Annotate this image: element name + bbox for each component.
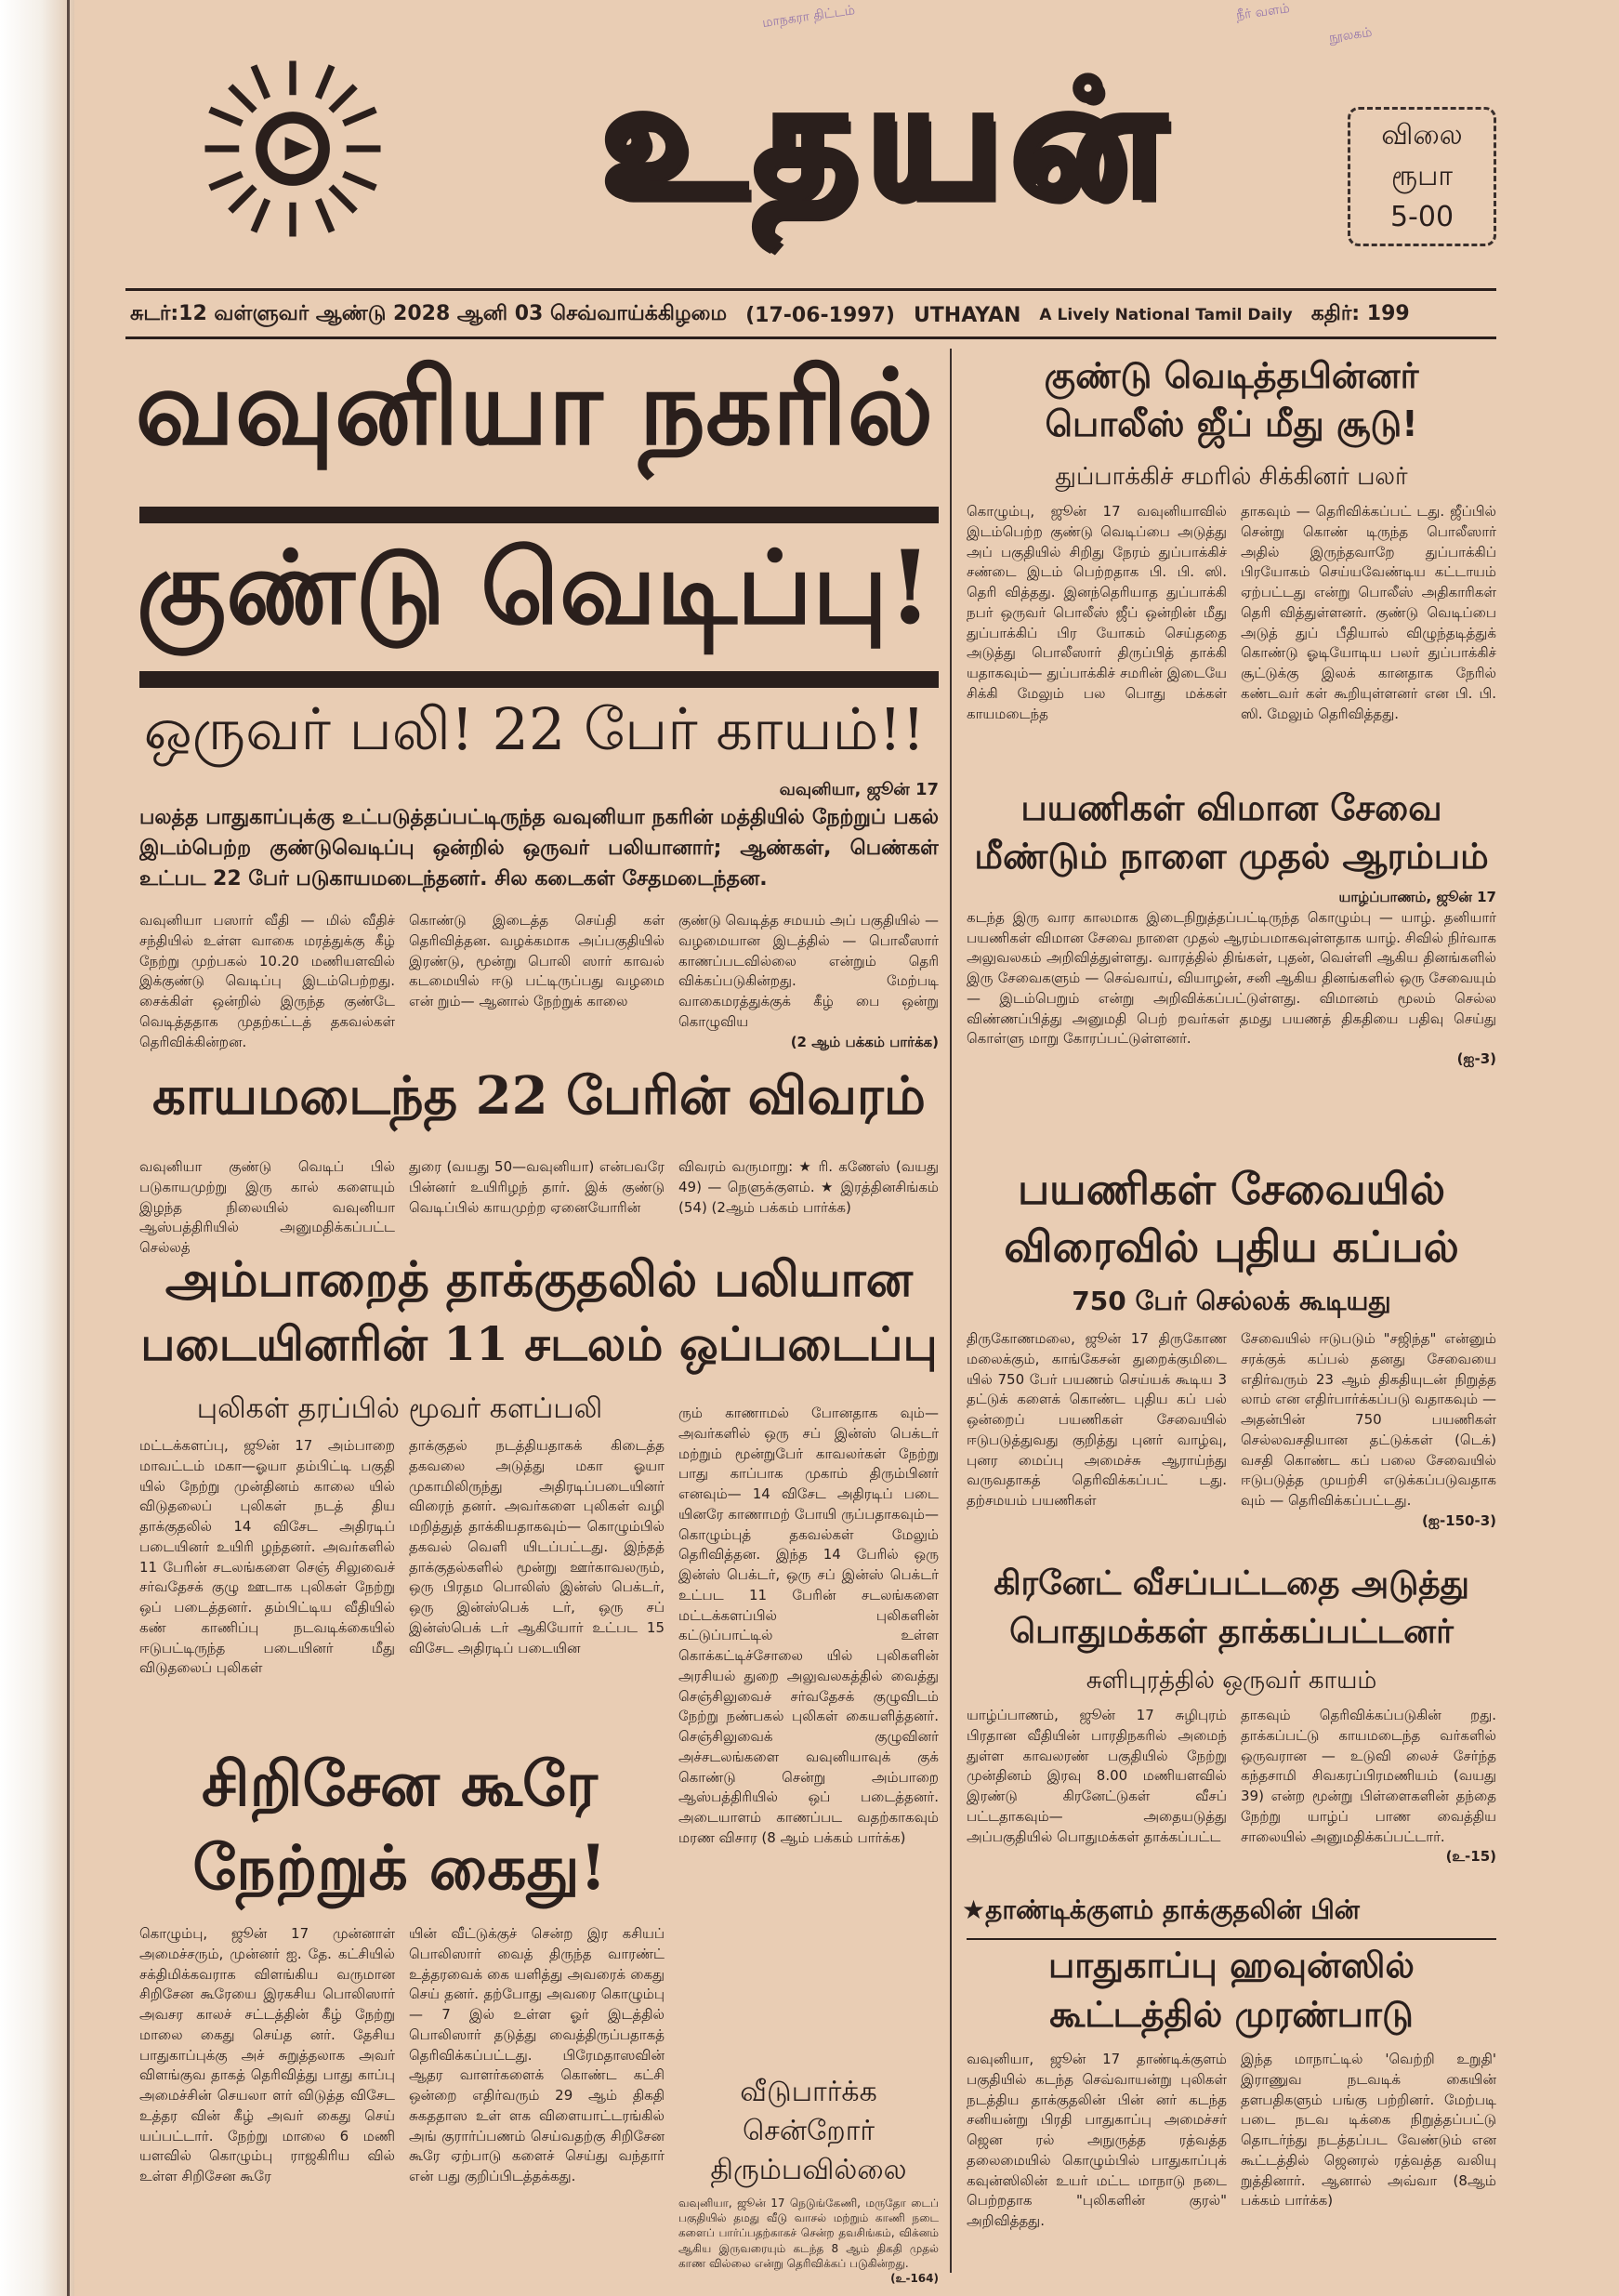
flights-dateline: யாழ்ப்பாணம், ஜூன் 17	[1338, 889, 1496, 905]
ship-ref: (ஐ-150-3)	[1422, 1511, 1496, 1529]
flights-body	[967, 888, 1496, 1157]
council-headline-1: பாதுகாப்பு ஹவுன்ஸில்	[1048, 1945, 1415, 1986]
flights-text: கடந்த இரு வார காலமாக இடைநிறுத்தப்பட்டிருந்த கொழும்பு — யாழ். தனியார் பயணிகள் விமான சேவை நாளை முதல் ஆரம்பமாகவுள்ளதாக யாழ். சிவில் நிர்வாக அலுவலகம் அறிவித்துள்ளது. வாரத்தில் திங்கள், புதன், வெள்ளி ஆகிய தினங்களில் இரு சேவைகளும் — செவ்வாய், வியாழன், சனி ஆகிய தினங்களில் ஒரு சேவையும் — இடம்பெறும் என்று அறிவிக்கப்பட்டுள்ளது. விமானம் மூலம் செல்ல விண்ணப்பித்து அனுமதி பெற் றவர்கள் தமது பயணத் திகதியை பதிவு செய்து கொள்ளு மாறு கோரப்பட்டுள்ளனர்.	[967, 908, 1496, 1048]
lead-headline: குண்டு வெடிப்பு!	[136, 528, 933, 647]
grenade-col-1: யாழ்ப்பாணம், ஜூன் 17 சுழிபுரம் பிரதான வீதியின் பாரதிநகரில் அமைந் துள்ள காவலரண் பகுதியில் நேற்று முன்தினம் இரவு 8.00 மணியளவில் இரண்டு கிரனேட்டுகள் வீசப் பட்டதாகவும்— அதையடுத்து அப்பகுதியில் பொதுமக்கள் தாக்கப்பட்ட	[967, 1707, 1227, 1845]
library-stamp-1: மாநகரா திட்டம்	[761, 3, 857, 31]
binding-line	[67, 0, 70, 2296]
price-value: 5-00	[1389, 201, 1454, 233]
police-col-1: கொழும்பு, ஜூன் 17 வவுனியாவில் இடம்பெற்ற குண்டு வெடிப்பை அடுத்து அப் பகுதியில் சிறிது நேரம் துப்பாக்கிச் சண்டை இடம் பெற்றதாக பி. பி. ஸி. தெரி வித்தது. இனந்தெரியாத துப்பாக்கி நபர் ஒருவர் பொலீஸ் ஜீப் ஒன்றின் மீது துப்பாக்கிப் பிர யோகம் செய்ததை அடுத்து பொலீஸார் திருப்பித் தாக்கி யதாகவும்— துப்பாக்கிச் சமரின் இடையே சிக்கி மேலும் பல பொது மக்கள் காயமடைந்த	[967, 503, 1227, 722]
police-headline-1: குண்டு வெடித்தபின்னர்	[1044, 355, 1419, 396]
council-kicker: ★தாண்டிக்குளம் தாக்குதலின் பின்	[962, 1894, 1360, 1925]
injured-headline: காயமடைந்த 22 பேரின் விவரம்	[152, 1065, 926, 1127]
grenade-subheadline: சுளிபுரத்தில் ஒருவர் காயம்	[1086, 1667, 1377, 1695]
ampara-headline-2: படையினரின் 11 சடலம் ஒப்படைப்பு	[140, 1316, 938, 1371]
dateline-top-rule	[125, 288, 1496, 291]
price-label: விலை	[1381, 119, 1463, 152]
dateline	[130, 297, 1496, 333]
sirisena-col-1: கொழும்பு, ஜூன் 17 முன்னாள் அமைச்சரும், முன்னர் ஐ. தே. கட்சியில் சக்திமிக்கவராக விளங்கிய வருமான சிறிசேன கூரேயை இரகசிய பொலிஸார் அவசர காலச் சட்டத்தின் கீழ் நேற்று மாலை கைது செய்த னர். தேசிய பாதுகாப்புக்கு அச் சுறுத்தலாக அவர் விளங்குவ தாகத் தெரிவித்து பாது காப்பு அமைச்சின் செயலா ளர் விடுத்த விசேட உத்தர வின் கீழ் அவர் கைது செய் யப்பட்டார். நேற்று மாலை 6 மணி யளவில் கொழும்பு ராஜகிரிய வில் உள்ள சிறிசேன கூரே	[139, 1925, 395, 2184]
grenade-headline-2: பொதுமக்கள் தாக்கப்பட்டனர்	[1009, 1613, 1454, 1651]
ampara-headline-1: அம்பாறைத் தாக்குதலில் பலியான	[165, 1251, 914, 1308]
grenade-col-2	[1241, 1706, 1496, 1892]
ship-subheadline: 750 பேர் செல்லக் கூடியது	[1072, 1286, 1391, 1316]
tagline: A Lively National Tamil Daily	[1039, 306, 1293, 324]
ship-headline-2: விரைவில் புதிய கப்பல்	[1004, 1221, 1459, 1272]
ampara-subheadline: புலிகள் தரப்பில் மூவர் களப்பலி	[196, 1392, 603, 1425]
issue-date: (17-06-1997)	[745, 303, 895, 327]
masthead	[186, 37, 1506, 270]
returnees-title-3: திரும்பவில்லை	[710, 2154, 907, 2186]
price-currency: ரூபா	[1390, 160, 1454, 192]
lead-rule-top	[139, 507, 939, 523]
ship-headline-1: பயணிகள் சேவையில்	[1017, 1164, 1446, 1214]
returnees-title-2: சென்றோர்	[742, 2115, 875, 2147]
injured-col-1: வவுனியா குண்டு வெடிப் பில் படுகாயமுற்று இரு கால் களையும் இழந்த நிலையில் வவுனியா ஆஸ்பத்திரியில் அனுமதிக்கப்பட்ட செல்லத்	[139, 1158, 395, 1256]
lead-intro	[139, 777, 939, 907]
council-rule	[967, 1938, 1496, 1940]
library-stamp-2: நீர் வளம்	[1235, 1, 1291, 23]
lead-col-3-text: குண்டு வெடித்த சமயம் அப் பகுதியில் — வழமையான இடத்தில் — பொலீஸார் காணப்படவில்லை என்றும் தெரி விக்கப்படுகின்றது. மேற்படி வாகைமரத்துக்குக் கீழ் பை ஒன்று கொழுவிய	[678, 912, 939, 1030]
library-stamp-3: நூலகம்	[1327, 24, 1374, 46]
returnees-title-1: வீடுபார்க்க	[740, 2076, 877, 2108]
injured-col-3: விவரம் வருமாறு: ★ ரி. கணேஸ் (வயது 49) — நெளுக்குளம். ★ இரத்தினசிங்கம் (54) (2ஆம் பக்கம் பார்க்க)	[678, 1158, 939, 1216]
grenade-col-2-text: தாகவும் தெரிவிக்கப்படுகின் றது. தாக்கப்பட்டு காயமடைந்த வர்களில் ஒருவரான — உடுவி லைச் சேர்ந்த கந்தசாமி சிவகரப்பிரமணியம் (வயது 39) என்ற மூன்று பிள்ளைகளின் தந்தை நேற்று யாழ்ப் பாண வைத்திய சாலையில் அனுமதிக்கப்பட்டார்.	[1241, 1707, 1496, 1845]
police-subheadline: துப்பாக்கிச் சமரில் சிக்கினர் பலர்	[1055, 463, 1408, 491]
price-box	[1348, 107, 1496, 246]
ampara-col-2: தாக்குதல் நடத்தியதாகக் கிடைத்த தகவலை அடுத்து மகா ஓயா முகாமிலிருந்து அதிரடிப்படையினர் விரைந் தனர். அவர்களை புலிகள் வழி மறித்துத் தாக்கியதாகவும்— கொழும்பில் தகவல் வெளி யிடப்பட்டது. இந்தத் தாக்குதல்களில் மூன்று ஊர்காவலரும், ஒரு பிரதம பொலிஸ் இன்ஸ் பெக்டர், ஒரு இன்ஸ்பெக் டர், ஒரு சப் இன்ஸ்பெக் டர் ஆகியோர் உட்பட 15 விசேட அதிரடிப் படையின	[409, 1437, 665, 1656]
returnees-ref: (உ-164)	[890, 2271, 939, 2285]
lead-col-3	[678, 911, 939, 1060]
lead-continued: (2 ஆம் பக்கம் பார்க்க)	[790, 1033, 939, 1050]
ampara-col-1: மட்டக்களப்பு, ஜூன் 17 அம்பாறை மாவட்டம் மகா—ஓயா தம்பிட்டி பகுதி யில் நேற்று முன்தினம் காலை யில் விடுதலைப் புலிகள் நடத் திய தாக்குதலில் 14 விசேட அதிரடிப் படையினர் உயிரி ழந்தனர். அவர்களில் 11 பேரின் சடலங்களை செஞ் சிலுவைச் சர்வதேசக் குழு ஊடாக புலிகள் நேற்று ஒப் படைத்தனர். தம்பிட்டிய வீதியில் கண் காணிப்பு நடவடிக்கையில் ஈடுபட்டிருந்த படையினர் மீது விடுதலைப் புலிகள்	[139, 1437, 395, 1677]
lead-rule-bottom	[139, 671, 939, 688]
lead-subheadline: ஒருவர் பலி! 22 பேர் காயம்!!	[143, 695, 926, 763]
council-col-1: வவுனியா, ஜூன் 17 தாண்டிக்குளம் பகுதியில் கடந்த செவ்வாயன்று புலிகள் நடத்திய தாக்குதலின் பின் னர் கடந்த சனியன்று பிரதி பாதுகாப்பு அமைச்சர் ஜென ரல் அநுருத்த ரத்வத்த தலைமையில் கொழும்பில் பாதுகாப்புக் கவுன்ஸிலின் உயர் மட்ட மாநாடு நடை பெற்றதாக "புலிகளின் குரல்" அறிவித்தது.	[967, 2051, 1227, 2229]
masthead-title-box	[455, 42, 1320, 237]
lead-dateline: வவுனியா, ஜூன் 17	[779, 780, 939, 799]
grenade-ref: (உ-15)	[1445, 1848, 1496, 1866]
column-divider	[950, 349, 952, 2273]
grenade-headline-1: கிரனேட் வீசப்பட்டதை அடுத்து	[994, 1564, 1469, 1603]
flights-ref: (ஐ-3)	[1456, 1050, 1496, 1067]
police-headline-2: பொலீஸ் ஜீப் மீது சூடு!	[1045, 403, 1418, 444]
council-headline-2: கூட்டத்தில் முரண்பாடு	[1049, 1994, 1414, 2035]
injured-col-2: துரை (வயது 50—வவுனியா) என்பவரே பின்னர் உயிரிழந் தார். இக் குண்டு வெடிப்பில் காயமுற்ற ஏனையோரின்	[409, 1158, 665, 1216]
ship-col-1: திருகோணமலை, ஜூன் 17 திருகோண மலைக்கும், காங்கேசன் துறைக்குமிடை யில் 750 பேர் பயணம் செய்யக் கூடிய 3 தட்டுக் களைக் கொண்ட புதிய கப் பல் ஒன்றைப் பயணிகள் சேவையில் ஈடுபடுத்துவது குறித்து புனர் வாழ்வு, புனர மைப்பு அமைச்சு ஆராய்ந்து வருவதாகத் தெரிவிக்கப்பட் டது. தற்சமயம் பயணிகள்	[967, 1330, 1227, 1509]
binding-edge	[0, 0, 74, 2296]
lead-intro-text: பலத்த பாதுகாப்புக்கு உட்படுத்தப்பட்டிருந்த வவுனியா நகரின் மத்தியில் நேற்றுப் பகல் இடம்பெற்ற குண்டுவெடிப்பு ஒன்றில் ஒருவர் பலியானார்; ஆண்கள், பெண்கள் உட்பட 22 பேர் படுகாயமடைந்தனர். சில கடைகள் சேதமடைந்தன.	[139, 806, 939, 891]
page-number: கதிர்: 199	[1310, 302, 1410, 325]
rising-sun-logo-icon	[195, 51, 390, 246]
ship-col-2-text: சேவையில் ஈடுபடும் "சஜிந்த" என்னும் சரக்குக் கப்பல் தனது சேவையை எதிர்வரும் 23 ஆம் திகதியுடன் நிறுத்த லாம் என எதிர்பார்க்கப்படு வதாகவும் — அதன்பின் 750 பயணிகள் செல்லவசதியான தட்டுக்கள் (டெக்) வசதி கொண்ட கப் பலை சேவையில் ஈடுபடுத்த முயற்சி எடுக்கப்படுவதாக வும் — தெரிவிக்கப்பட்டது.	[1241, 1330, 1496, 1509]
sirisena-headline-1: சிறிசேன கூரே	[201, 1748, 598, 1820]
sirisena-col-2: யின் வீட்டுக்குச் சென்ற இர கசியப் பொலிஸார் வைத் திருந்த வாரண்ட் உத்தரவைக் கை யளித்து அவரைக் கைது செய் தனர். தற்போது அவரை கொழும்பு — 7 இல் உள்ள ஓர் இடத்தில் பொலிஸார் தடுத்து வைத்திருப்பதாகத் தெரிவிக்கப்பட்டது. பிரேமதாஸவின் ஆதர வாளர்களைக் கொண்ட கட்சி ஒன்றை எதிர்வரும் 29 ஆம் திகதி சுகததாஸ உள் ளக விளையாட்டரங்கில் அங் குரார்ப்பணம் செய்வதற்கு சிறிசேன கூரே ஏற்பாடு களைச் செய்து வந்தார் என் பது குறிப்பிடத்தக்கது.	[409, 1925, 665, 2184]
lead-col-1: வவுனியா பஸார் வீதி — மில் வீதிச் சந்தியில் உள்ள வாகை மரத்துக்கு கீழ் நேற்று முற்பகல் 10.20 மணியளவில் இக்குண்டு வெடிப்பு இடம்பெற்றது. சைக்கிள் ஒன்றில் இருந்த குண்டே வெடித்ததாக முதற்கட்டத் தகவல்கள் தெரிவிக்கின்றன.	[139, 912, 395, 1050]
lead-col-2: கொண்டு இடைத்த செய்தி கள் தெரிவித்தன. வழக்கமாக அப்பகுதியில் இரண்டு, மூன்று பொலி ஸார் காவல் கடமையில் ஈடு பட்டிருப்பது வழமை என் றும்— ஆனால் நேற்றுக் காலை	[409, 912, 665, 1009]
returnees-text: வவுனியா, ஜூன் 17 நெடுங்கேணி, மருதோ டைப் பகுதியில் தமது வீடு வாசல் மற்றும் காணி நடை களைப் பார்ப்பதற்காகச் சென்ற தவசிங்கம், விக்னம் ஆகிய இருவரையும் கடந்த 8 ஆம் திகதி முதல் காண வில்லை என்று தெரிவிக்கப் படுகின்றது.	[678, 2197, 939, 2270]
paper-name: UTHAYAN	[913, 303, 1021, 327]
ampara-col-3: ரும் காணாமல் போனதாக வும்— அவர்களில் ஒரு சப் இன்ஸ் பெக்டர் மற்றும் மூன்றுபேர் காவலர்கள் நேற்று பாது காப்பாக முகாம் திரும்பினர் எனவும்— 14 விசேட அதிரடிப் படை யினரே காணாமற் போயி ருப்பதாகவும்— கொழும்புத் தகவல்கள் மேலும் தெரிவித்தன. இந்த 14 பேரில் ஒரு இன்ஸ் பெக்டர், ஒரு சப் இன்ஸ் பெக்டர் உட்பட 11 பேரின் சடலங்களை மட்டக்களப்பில் புலிகளின் கட்டுப்பாட்டில் உள்ள கொக்கட்டிச்சோலை யில் புலிகளின் அரசியல் துறை அலுவலகத்தில் வைத்து செஞ்சிலுவைச் சர்வதேசக் குழுவிடம் நேற்று நண்பகல் புலிகள் கையளித்தனர். செஞ்சிலுவைக் குழுவினர் அச்சடலங்களை வவுனியாவுக் குக் கொண்டு சென்று அம்பாறை ஆஸ்பத்திரியில் ஒப் படைத்தனர். அடையாளம் காணப்பட வதற்காகவும் மரண விசார (8 ஆம் பக்கம் பார்க்க)	[678, 1405, 939, 1846]
lead-kicker: வவுனியா நகரில்	[135, 347, 934, 468]
flights-headline-2: மீண்டும் நாளை முதல் ஆரம்பம்	[974, 836, 1489, 877]
police-col-2: தாகவும் — தெரிவிக்கப்பட் டது. ஜீப்பில் சென்று கொண் டிருந்த பொலீஸார் அதில் இருந்தவாறே துப்பாக்கிப் பிரயோகம் செய்யவேண்டிய கட்டாயம் ஏற்பட்டது என்று பொலீஸ் அதிகாரிகள் தெரி வித்துள்ளனர். குண்டு வெடிப்பை அடுத் துப் பீதியால் விழுந்தடித்துக் கொண்டு ஓடியோடிய பலர் துப்பாக்கிச் சூட்டுக்கு இலக் கானதாக நேரில் கண்டவர் கள் கூறியுள்ளனர் என பி. பி. ஸி. மேலும் தெரிவித்தது.	[1241, 503, 1496, 722]
sirisena-headline-2: நேற்றுக் கைது!	[192, 1831, 607, 1904]
flights-headline-1: பயணிகள் விமான சேவை	[1020, 787, 1442, 828]
returnees-body	[678, 2196, 939, 2289]
masthead-title: உதயன்	[601, 46, 1174, 232]
council-col-2: இந்த மாநாட்டில் 'வெற்றி உறுதி' இராணுவ நடவடிக் கையின் தளபதிகளும் பங்கு பற்றினர். மேற்படி படை நடவ டிக்கை நிறுத்தப்பட்டு தொடர்ந்து நடத்தப்பட வேண்டும் என கூட்டத்தில் ஜெனரல் ரத்வத்த வலியு றுத்தினார். ஆனால் அவ்வா (8ஆம் பக்கம் பார்க்க)	[1241, 2051, 1496, 2210]
issue-info: சுடர்:12 வள்ளுவர் ஆண்டு 2028 ஆனி 03 செவ்வாய்க்கிழமை	[130, 302, 728, 325]
dateline-bottom-rule	[125, 336, 1496, 339]
ship-col-2	[1241, 1329, 1496, 1562]
